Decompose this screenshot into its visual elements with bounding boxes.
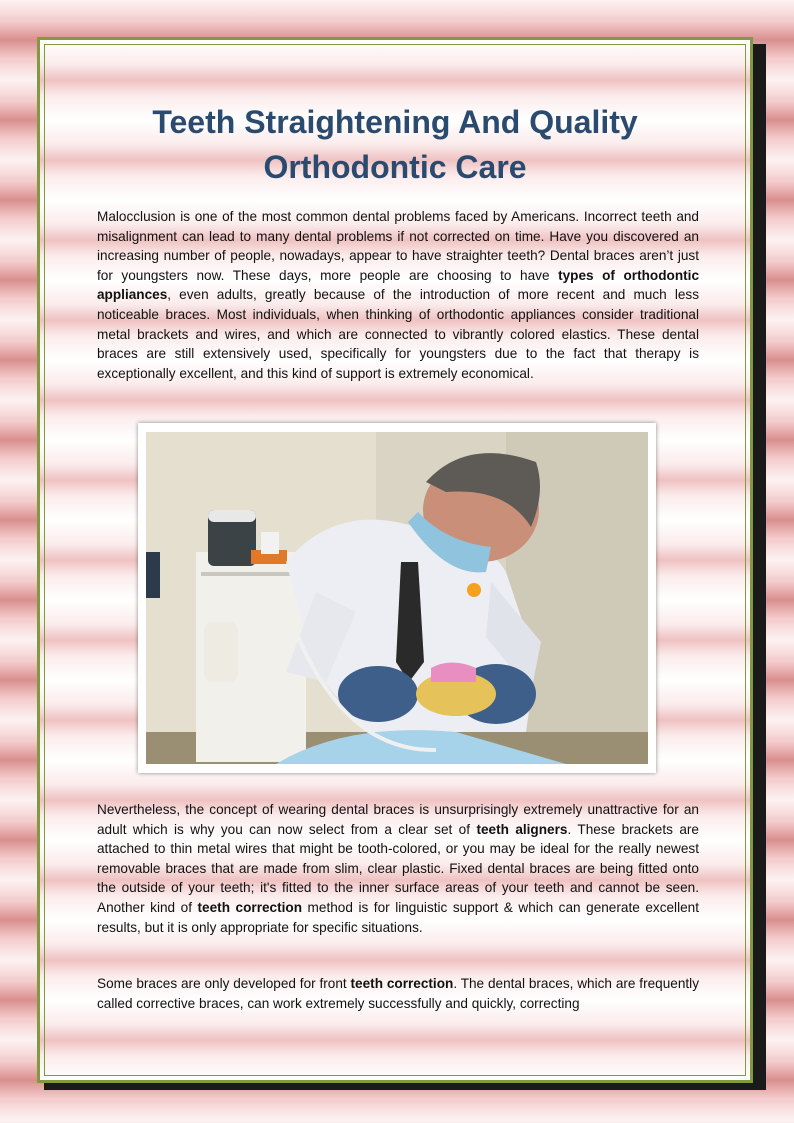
- text-segment: Some braces are only developed for front: [97, 976, 351, 991]
- dentist-photo: [138, 423, 656, 773]
- paragraph-aligners: [97, 800, 699, 937]
- text-segment: method is for linguistic support & which can generate excellent results, but it is only appropriate for specific situations.: [97, 899, 699, 935]
- text-segment: Nevertheless, the concept of wearing dental braces is unsurprisingly extremely unattractive for an adult which is why you can now select from a clear set of: [97, 802, 699, 837]
- page-title: Teeth Straightening And Quality Orthodontic Care: [152, 104, 638, 185]
- bold-keyword: teeth correction: [197, 899, 303, 915]
- bold-keyword: types of orthodontic appliances: [97, 267, 700, 303]
- text-segment: . The dental braces, which are frequently called corrective braces, can work extremely successfully and quickly, correcting: [97, 976, 699, 1011]
- bold-keyword: teeth aligners: [476, 821, 568, 837]
- page-frame: [37, 37, 753, 1083]
- text-segment: . These brackets are attached to thin metal wires that might be tooth-colored, or you may be ideal for the really newest removable braces that are made from slim, clear plastic. Fixed dental braces are being fitted onto the outside of your teeth; it's fitted to the inner surface areas of your teeth and cannot be seen. Another kind of: [97, 821, 699, 915]
- text-segment: , even adults, greatly because of the introduction of more recent and much less noticeable braces. Most individuals, when thinking of orthodontic appliances consider traditional metal brackets and wires, and which are connected to vibrantly colored elastics. These dental braces are still extensively used, specifically for youngsters due to the fact that therapy is exceptionally excellent, and this kind of support is extremely economical.: [97, 287, 699, 381]
- dentist-photo-illustration: [146, 432, 648, 764]
- text-segment: Malocclusion is one of the most common dental problems faced by Americans. Incorrect teeth and misalignment can lead to many dental problems if not corrected on time. Have you discovered an increasing number of people, nowadays, appear to have straighter teeth? Dental braces aren’t just for youngsters now. These days, more people are choosing to have: [97, 209, 699, 283]
- paragraph-intro: [97, 207, 699, 383]
- bold-keyword: teeth correction: [350, 976, 454, 991]
- paragraph-front-correction: [97, 974, 699, 1013]
